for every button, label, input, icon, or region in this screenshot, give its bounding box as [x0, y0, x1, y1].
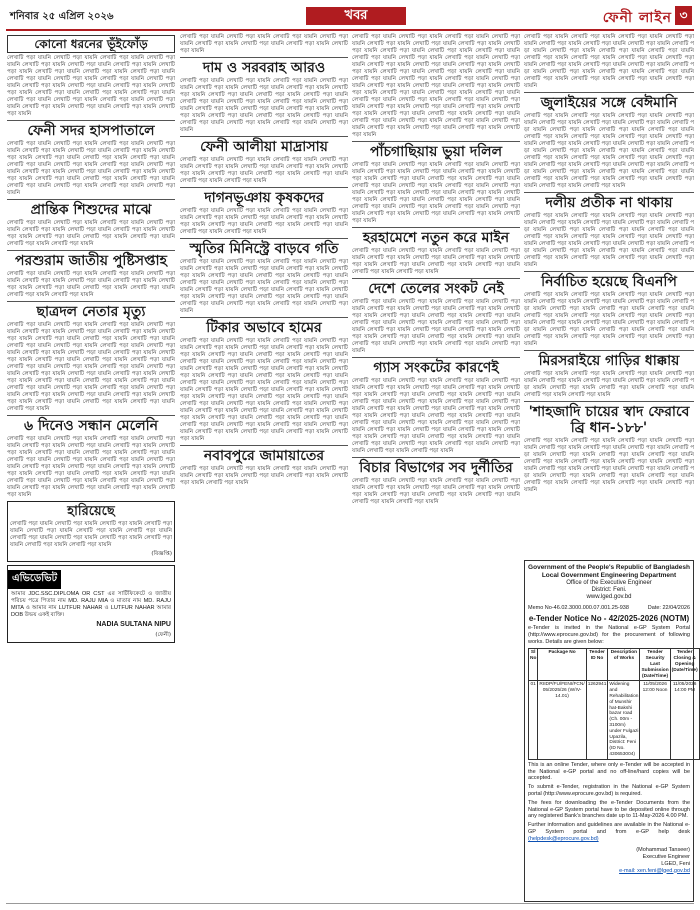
- article-body: লেখাটি পড়া যায়নি লেখাটি পড়া যায়নি লেখাটি পড়া যায়নি লেখাটি পড়া যায়নি লেখাটি পড়া যায়নি লেখাটি পড়া যায়নি লেখাটি পড়া যায়নি লেখাটি পড়া যায়নি লেখাটি পড়া যায়নি লেখাটি পড়া যায়নি লেখাটি পড়া যায়নি লেখাটি পড়া যায়নি লেখাটি পড়া যায়নি লেখাটি পড়া যায়নি লেখাটি পড়া যায়নি লেখাটি পড়া যায়নি লেখাটি পড়া যায়নি লেখাটি পড়া যায়নি লেখাটি পড়া যায়নি লেখাটি পড়া যায়নি লেখাটি পড়া যায়নি লেখাটি পড়া যায়নি লেখাটি পড়া যায়নি লেখাটি পড়া যায়নি লেখাটি পড়া যায়নি লেখাটি পড়া যায়নি: [352, 299, 520, 354]
- article-body: লেখাটি পড়া যায়নি লেখাটি পড়া যায়নি লেখাটি পড়া যায়নি লেখাটি পড়া যায়নি লেখাটি পড়া যায়নি লেখাটি পড়া যায়নি লেখাটি পড়া যায়নি লেখাটি পড়া যায়নি লেখাটি পড়া যায়নি লেখাটি পড়া যায়নি লেখাটি পড়া যায়নি লেখাটি পড়া যায়নি লেখাটি পড়া যায়নি: [524, 371, 694, 398]
- article-body: লেখাটি পড়া যায়নি লেখাটি পড়া যায়নি লেখাটি পড়া যায়নি লেখাটি পড়া যায়নি লেখাটি পড়া যায়নি লেখাটি পড়া যায়নি লেখাটি পড়া যায়নি লেখাটি পড়া যায়নি লেখাটি পড়া যায়নি লেখাটি পড়া যায়নি লেখাটি পড়া যায়নি লেখাটি পড়া যায়নি লেখাটি পড়া যায়নি লেখাটি পড়া যায়নি লেখাটি পড়া যায়নি লেখাটি পড়া যায়নি লেখাটি পড়া যায়নি লেখাটি পড়া যায়নি লেখাটি পড়া যায়নি লেখাটি পড়া যায়নি লেখাটি পড়া যায়নি লেখাটি পড়া যায়নি লেখাটি পড়া যায়নি লেখাটি পড়া যায়নি লেখাটি পড়া যায়নি লেখাটি পড়া যায়নি লেখাটি পড়া যায়নি লেখাটি পড়া যায়নি লেখাটি পড়া যায়নি লেখাটি পড়া যায়নি লেখাটি পড়া যায়নি লেখাটি পড়া যায়নি লেখাটি পড়া যায়নি লেখাটি পড়া যায়নি লেখাটি পড়া যায়নি লেখাটি পড়া যায়নি লেখাটি পড়া যায়নি লেখাটি পড়া যায়নি লেখাটি পড়া যায়নি লেখাটি পড়া যায়নি লেখাটি পড়া যায়নি লেখাটি পড়া যায়নি লেখাটি পড়া যায়নি লেখাটি পড়া যায়নি লেখাটি পড়া যায়নি লেখাটি পড়া যায়নি লেখাটি পড়া যায়নি লেখাটি পড়া যায়নি লেখাটি পড়া যায়নি লেখাটি পড়া যায়নি লেখাটি পড়া যায়নি লেখাটি পড়া যায়নি: [352, 34, 520, 138]
- divider: [180, 317, 348, 318]
- divider: [352, 227, 520, 228]
- tender-cell-closing: 11/05/2026 14:00 PM: [670, 681, 699, 759]
- headline: হরহামেশে নতুন করে মাইন: [362, 230, 510, 246]
- headline: গ্যাস সংকটের কারণেই: [373, 360, 499, 376]
- tender-title: e-Tender Notice No - 42/2025-2026 (NOTM): [528, 614, 690, 623]
- divider: [180, 445, 348, 446]
- article-body: লেখাটি পড়া যায়নি লেখাটি পড়া যায়নি লেখাটি পড়া যায়নি লেখাটি পড়া যায়নি লেখাটি পড়া যায়নি লেখাটি পড়া যায়নি লেখাটি পড়া যায়নি লেখাটি পড়া যায়নি লেখাটি পড়া যায়নি লেখাটি পড়া যায়নি লেখাটি পড়া যায়নি লেখাটি পড়া যায়নি লেখাটি পড়া যায়নি: [352, 478, 520, 505]
- headline: 'শাহজাদি চায়ের স্বাদ ফেরাবে ব্রি ধান-১৮৮': [528, 404, 690, 436]
- column-2: [180, 34, 348, 487]
- tender-cell-description: Widening and Rehabilitation of Munshir hat-Bakshi bazar road (Ch. 00m - 3100m) under Fulgazi Upazila, District: Feni (ID No. 430653004): [608, 681, 640, 759]
- headline: ৬ দিনেও সন্ধান মেলেনি: [24, 418, 158, 434]
- signer-title: Executive Engineer: [642, 853, 690, 860]
- tender-col-header: Package No: [538, 649, 586, 681]
- divider: [352, 357, 520, 358]
- divider: [524, 401, 694, 402]
- tender-gov-line: Government of the People's Republic of Bangladesh: [528, 564, 690, 571]
- affidavit-body: আমার JDC.SSC.DIPLOMA OR CST এর সার্টিফিকেটে ও জাতীয় পরিচয় পত্রে পিতার নাম MD. RAJU MIA ও মাতার নাম MD. RAJU MITA ও আমার নাম LUTFUR NAHAR ও LUTFUR NAHAR আমার DOB উভয় একই ব্যক্তি।: [11, 591, 171, 618]
- article-body: লেখাটি পড়া যায়নি লেখাটি পড়া যায়নি লেখাটি পড়া যায়নি লেখাটি পড়া যায়নি লেখাটি পড়া যায়নি লেখাটি পড়া যায়নি লেখাটি পড়া যায়নি লেখাটি পড়া যায়নি লেখাটি পড়া যায়নি লেখাটি পড়া যায়নি লেখাটি পড়া যায়নি লেখাটি পড়া যায়নি লেখাটি পড়া যায়নি: [7, 220, 175, 247]
- signer-email-link[interactable]: e-mail: xen.feni@lged.gov.bd: [619, 867, 690, 874]
- missing-notice-signature: (বিজ্ঞপ্তি): [151, 551, 172, 557]
- tender-col-header: Description of Works: [608, 649, 640, 681]
- affidavit-notice: [7, 565, 175, 643]
- article-body: লেখাটি পড়া যায়নি লেখাটি পড়া যায়নি লেখাটি পড়া যায়নি লেখাটি পড়া যায়নি লেখাটি পড়া যায়নি লেখাটি পড়া যায়নি লেখাটি পড়া যায়নি লেখাটি পড়া যায়নি লেখাটি পড়া যায়নি লেখাটি পড়া যায়নি লেখাটি পড়া যায়নি লেখাটি পড়া যায়নি লেখাটি পড়া যায়নি লেখাটি পড়া যায়নি লেখাটি পড়া যায়নি লেখাটি পড়া যায়নি লেখাটি পড়া যায়নি লেখাটি পড়া যায়নি লেখাটি পড়া যায়নি লেখাটি পড়া যায়নি লেখাটি পড়া যায়নি লেখাটি পড়া যায়নি লেখাটি পড়া যায়নি লেখাটি পড়া যায়নি লেখাটি পড়া যায়নি লেখাটি পড়া যায়নি: [524, 34, 694, 89]
- article-body: লেখাটি পড়া যায়নি লেখাটি পড়া যায়নি লেখাটি পড়া যায়নি লেখাটি পড়া যায়নি লেখাটি পড়া যায়নি লেখাটি পড়া যায়নি লেখাটি পড়া যায়নি লেখাটি পড়া যায়নি লেখাটি পড়া যায়নি লেখাটি পড়া যায়নি লেখাটি পড়া যায়নি লেখাটি পড়া যায়নি লেখাটি পড়া যায়নি: [7, 271, 175, 298]
- tender-note: To submit e-Tender, registration in the National e-GP System portal (http://www.eprocure.gov.bd) is required.: [528, 784, 690, 797]
- article-body: লেখাটি পড়া যায়নি লেখাটি পড়া যায়নি লেখাটি পড়া যায়নি লেখাটি পড়া যায়নি লেখাটি পড়া যায়নি লেখাটি পড়া যায়নি লেখাটি পড়া যায়নি লেখাটি পড়া যায়নি: [180, 34, 348, 54]
- signer-office: LGED, Feni: [661, 860, 690, 867]
- headline: জুলাইয়ের সঙ্গে বেঈমানি: [540, 95, 678, 111]
- divider: [180, 187, 348, 188]
- headline: নির্বাচিত হয়েছে বিএনপি: [541, 274, 677, 290]
- article-body: লেখাটি পড়া যায়নি লেখাটি পড়া যায়নি লেখাটি পড়া যায়নি লেখাটি পড়া যায়নি লেখাটি পড়া যায়নি লেখাটি পড়া যায়নি লেখাটি পড়া যায়নি লেখাটি পড়া যায়নি লেখাটি পড়া যায়নি লেখাটি পড়া যায়নি লেখাটি পড়া যায়নি লেখাটি পড়া যায়নি লেখাটি পড়া যায়নি: [180, 157, 348, 184]
- tender-intro: e-Tender is invited in the National e-GP System Portal (http://www.eprocure.gov.bd) for the procurement of following works. Details are given below:: [528, 625, 690, 645]
- divider: [352, 141, 520, 142]
- divider: [180, 238, 348, 239]
- headline: প্রান্তিক শিশুদের মাঝে: [30, 202, 152, 218]
- headline: টিকার অভাবে হামের: [206, 320, 322, 336]
- article-body: লেখাটি পড়া যায়নি লেখাটি পড়া যায়নি লেখাটি পড়া যায়নি লেখাটি পড়া যায়নি লেখাটি পড়া যায়নি লেখাটি পড়া যায়নি লেখাটি পড়া যায়নি লেখাটি পড়া যায়নি লেখাটি পড়া যায়নি লেখাটি পড়া যায়নি লেখাটি পড়া যায়নি লেখাটি পড়া যায়নি লেখাটি পড়া যায়নি লেখাটি পড়া যায়নি লেখাটি পড়া যায়নি লেখাটি পড়া যায়নি লেখাটি পড়া যায়নি লেখাটি পড়া যায়নি লেখাটি পড়া যায়নি লেখাটি পড়া যায়নি লেখাটি পড়া যায়নি লেখাটি পড়া যায়নি লেখাটি পড়া যায়নি লেখাটি পড়া যায়নি লেখাটি পড়া যায়নি লেখাটি পড়া যায়নি লেখাটি পড়া যায়নি লেখাটি পড়া যায়নি লেখাটি পড়া যায়নি লেখাটি পড়া যায়নি: [7, 436, 175, 498]
- article-body: লেখাটি পড়া যায়নি লেখাটি পড়া যায়নি লেখাটি পড়া যায়নি লেখাটি পড়া যায়নি লেখাটি পড়া যায়নি লেখাটি পড়া যায়নি লেখাটি পড়া যায়নি লেখাটি পড়া যায়নি লেখাটি পড়া যায়নি লেখাটি পড়া যায়নি লেখাটি পড়া যায়নি লেখাটি পড়া যায়নি লেখাটি পড়া যায়নি: [352, 248, 520, 275]
- headline: ফেনী সদর হাসপাতালে: [27, 123, 155, 139]
- divider: [180, 57, 348, 58]
- article-body: লেখাটি পড়া যায়নি লেখাটি পড়া যায়নি লেখাটি পড়া যায়নি লেখাটি পড়া যায়নি লেখাটি পড়া যায়নি লেখাটি পড়া যায়নি লেখাটি পড়া যায়নি লেখাটি পড়া যায়নি লেখাটি পড়া যায়নি লেখাটি পড়া যায়নি লেখাটি পড়া যায়নি লেখাটি পড়া যায়নি লেখাটি পড়া যায়নি লেখাটি পড়া যায়নি লেখাটি পড়া যায়নি লেখাটি পড়া যায়নি লেখাটি পড়া যায়নি লেখাটি পড়া যায়নি লেখাটি পড়া যায়নি লেখাটি পড়া যায়নি লেখাটি পড়া যায়নি লেখাটি পড়া যায়নি লেখাটি পড়া যায়নি লেখাটি পড়া যায়নি লেখাটি পড়া যায়নি লেখাটি পড়া যায়নি লেখাটি পড়া যায়নি লেখাটি পড়া যায়নি লেখাটি পড়া যায়নি লেখাটি পড়া যায়নি লেখাটি পড়া যায়নি লেখাটি পড়া যায়নি লেখাটি পড়া যায়নি লেখাটি পড়া যায়নি লেখাটি পড়া যায়নি লেখাটি পড়া যায়নি লেখাটি পড়া যায়নি লেখাটি পড়া যায়নি লেখাটি পড়া যায়নি: [524, 113, 694, 189]
- divider: [352, 457, 520, 458]
- article-body: লেখাটি পড়া যায়নি লেখাটি পড়া যায়নি লেখাটি পড়া যায়নি লেখাটি পড়া যায়নি লেখাটি পড়া যায়নি লেখাটি পড়া যায়নি লেখাটি পড়া যায়নি লেখাটি পড়া যায়নি লেখাটি পড়া যায়নি লেখাটি পড়া যায়নি লেখাটি পড়া যায়নি লেখাটি পড়া যায়নি লেখাটি পড়া যায়নি: [180, 208, 348, 235]
- divider: [352, 278, 520, 279]
- article-body: লেখাটি পড়া যায়নি লেখাটি পড়া যায়নি লেখাটি পড়া যায়নি লেখাটি পড়া যায়নি লেখাটি পড়া যায়নি লেখাটি পড়া যায়নি লেখাটি পড়া যায়নি লেখাটি পড়া যায়নি লেখাটি পড়া যায়নি লেখাটি পড়া যায়নি লেখাটি পড়া যায়নি লেখাটি পড়া যায়নি লেখাটি পড়া যায়নি লেখাটি পড়া যায়নি লেখাটি পড়া যায়নি লেখাটি পড়া যায়নি লেখাটি পড়া যায়নি লেখাটি পড়া যায়নি লেখাটি পড়া যায়নি লেখাটি পড়া যায়নি লেখাটি পড়া যায়নি লেখাটি পড়া যায়নি লেখাটি পড়া যায়নি লেখাটি পড়া যায়নি লেখাটি পড়া যায়নি লেখাটি পড়া যায়নি লেখাটি পড়া যায়নি লেখাটি পড়া যায়নি লেখাটি পড়া যায়নি লেখাটি পড়া যায়নি: [352, 162, 520, 224]
- divider: [524, 192, 694, 193]
- tender-cell-sl: 01: [529, 681, 538, 759]
- tender-reference: [528, 605, 690, 612]
- headline: ছাত্রদল নেতার মৃত্যু: [36, 304, 146, 320]
- article-body: লেখাটি পড়া যায়নি লেখাটি পড়া যায়নি লেখাটি পড়া যায়নি লেখাটি পড়া যায়নি লেখাটি পড়া যায়নি লেখাটি পড়া যায়নি লেখাটি পড়া যায়নি লেখাটি পড়া যায়নি লেখাটি পড়া যায়নি লেখাটি পড়া যায়নি লেখাটি পড়া যায়নি লেখাটি পড়া যায়নি লেখাটি পড়া যায়নি লেখাটি পড়া যায়নি লেখাটি পড়া যায়নি লেখাটি পড়া যায়নি লেখাটি পড়া যায়নি লেখাটি পড়া যায়নি লেখাটি পড়া যায়নি লেখাটি পড়া যায়নি লেখাটি পড়া যায়নি লেখাটি পড়া যায়নি লেখাটি পড়া যায়নি লেখাটি পড়া যায়নি লেখাটি পড়া যায়নি লেখাটি পড়া যায়নি: [180, 78, 348, 133]
- affidavit-title: এভিডেভিট: [8, 570, 61, 589]
- newspaper-logo: ফেনী লাইন: [602, 10, 672, 26]
- tender-signature: [528, 847, 690, 875]
- tender-office: Office of the Executive Engineer: [566, 580, 652, 586]
- divider: [524, 92, 694, 93]
- tender-note: The fees for downloading the e-Tender Documents from the National e-GP System portal have to be deposited online through any registered Bank's branches date up to 11-May-2026 4.00 PM.: [528, 799, 690, 820]
- divider: [524, 271, 694, 272]
- tender-col-header: Sl No: [529, 649, 538, 681]
- headline: দলীয় প্রতীক না থাকায়: [545, 195, 673, 211]
- tender-cell-id: 1262941: [586, 681, 608, 759]
- article-body: লেখাটি পড়া যায়নি লেখাটি পড়া যায়নি লেখাটি পড়া যায়নি লেখাটি পড়া যায়নি লেখাটি পড়া যায়নি লেখাটি পড়া যায়নি লেখাটি পড়া যায়নি লেখাটি পড়া যায়নি লেখাটি পড়া যায়নি লেখাটি পড়া যায়নি লেখাটি পড়া যায়নি লেখাটি পড়া যায়নি লেখাটি পড়া যায়নি লেখাটি পড়া যায়নি লেখাটি পড়া যায়নি লেখাটি পড়া যায়নি লেখাটি পড়া যায়নি লেখাটি পড়া যায়নি লেখাটি পড়া যায়নি লেখাটি পড়া যায়নি লেখাটি পড়া যায়নি লেখাটি পড়া যায়নি লেখাটি পড়া যায়নি লেখাটি পড়া যায়নি লেখাটি পড়া যায়নি লেখাটি পড়া যায়নি: [180, 259, 348, 314]
- helpdesk-link[interactable]: (helpdesk@eprocure.gov.bd): [528, 835, 599, 842]
- tender-note: [528, 822, 690, 842]
- divider: [7, 301, 175, 302]
- headline: মিরসরাইয়ে গাড়ির ধাক্কায়: [538, 353, 680, 369]
- headline: দেশে তেলের সংকট নেই: [368, 281, 504, 297]
- tender-note: This is an online Tender, where only e-Tender will be accepted in the National e-GP portal and no off-line/hard copies will be accepted.: [528, 761, 690, 782]
- affidavit-name: NADIA SULTANA NIPU: [96, 621, 171, 628]
- signer-name: (Mohammad Tanseer): [636, 846, 690, 853]
- table-row: [529, 681, 700, 759]
- column-1: [7, 34, 175, 643]
- article-body: লেখাটি পড়া যায়নি লেখাটি পড়া যায়নি লেখাটি পড়া যায়নি লেখাটি পড়া যায়নি লেখাটি পড়া যায়নি লেখাটি পড়া যায়নি লেখাটি পড়া যায়নি লেখাটি পড়া যায়নি লেখাটি পড়া যায়নি: [180, 466, 348, 486]
- divider: [7, 250, 175, 251]
- column-3: [352, 34, 520, 506]
- article-body: লেখাটি পড়া যায়নি লেখাটি পড়া যায়নি লেখাটি পড়া যায়নি লেখাটি পড়া যায়নি লেখাটি পড়া যায়নি লেখাটি পড়া যায়নি লেখাটি পড়া যায়নি লেখাটি পড়া যায়নি লেখাটি পড়া যায়নি লেখাটি পড়া যায়নি লেখাটি পড়া যায়নি লেখাটি পড়া যায়নি লেখাটি পড়া যায়নি লেখাটি পড়া যায়নি লেখাটি পড়া যায়নি লেখাটি পড়া যায়নি লেখাটি পড়া যায়নি লেখাটি পড়া যায়নি লেখাটি পড়া যায়নি লেখাটি পড়া যায়নি লেখাটি পড়া যায়নি লেখাটি পড়া যায়নি লেখাটি পড়া যায়নি লেখাটি পড়া যায়নি লেখাটি পড়া যায়নি লেখাটি পড়া যায়নি: [524, 292, 694, 347]
- tender-cell-package: RIIDP/FU/FENI/FCN/ 05/2025/26 (W/IV-14.01): [538, 681, 586, 759]
- article-body: লেখাটি পড়া যায়নি লেখাটি পড়া যায়নি লেখাটি পড়া যায়নি লেখাটি পড়া যায়নি লেখাটি পড়া যায়নি লেখাটি পড়া যায়নি লেখাটি পড়া যায়নি লেখাটি পড়া যায়নি লেখাটি পড়া যায়নি লেখাটি পড়া যায়নি লেখাটি পড়া যায়নি লেখাটি পড়া যায়নি লেখাটি পড়া যায়নি লেখাটি পড়া যায়নি লেখাটি পড়া যায়নি লেখাটি পড়া যায়নি লেখাটি পড়া যায়নি লেখাটি পড়া যায়নি লেখাটি পড়া যায়নি লেখাটি পড়া যায়নি লেখাটি পড়া যায়নি লেখাটি পড়া যায়নি লেখাটি পড়া যায়নি লেখাটি পড়া যায়নি লেখাটি পড়া যায়নি লেখাটি পড়া যায়নি লেখাটি পড়া যায়নি লেখাটি পড়া যায়নি লেখাটি পড়া যায়নি লেখাটি পড়া যায়নি লেখাটি পড়া যায়নি লেখাটি পড়া যায়নি লেখাটি পড়া যায়নি লেখাটি পড়া যায়নি লেখাটি পড়া যায়নি লেখাটি পড়া যায়নি লেখাটি পড়া যায়নি লেখাটি পড়া যায়নি লেখাটি পড়া যায়নি লেখাটি পড়া যায়নি লেখাটি পড়া যায়নি লেখাটি পড়া যায়নি লেখাটি পড়া যায়নি লেখাটি পড়া যায়নি লেখাটি পড়া যায়নি লেখাটি পড়া যায়নি লেখাটি পড়া যায়নি লেখাটি পড়া যায়নি লেখাটি পড়া যায়নি লেখাটি পড়া যায়নি লেখাটি পড়া যায়নি লেখাটি পড়া যায়নি: [180, 338, 348, 442]
- tender-col-header: Tender ID No: [586, 649, 608, 681]
- divider: [7, 120, 175, 121]
- divider: [7, 415, 175, 416]
- article-body: লেখাটি পড়া যায়নি লেখাটি পড়া যায়নি লেখাটি পড়া যায়নি লেখাটি পড়া যায়নি লেখাটি পড়া যায়নি লেখাটি পড়া যায়নি লেখাটি পড়া যায়নি লেখাটি পড়া যায়নি লেখাটি পড়া যায়নি লেখাটি পড়া যায়নি লেখাটি পড়া যায়নি লেখাটি পড়া যায়নি লেখাটি পড়া যায়নি লেখাটি পড়া যায়নি লেখাটি পড়া যায়নি লেখাটি পড়া যায়নি লেখাটি পড়া যায়নি লেখাটি পড়া যায়নি লেখাটি পড়া যায়নি লেখাটি পড়া যায়নি লেখাটি পড়া যায়নি লেখাটি পড়া যায়নি লেখাটি পড়া যায়নি লেখাটি পড়া যায়নি লেখাটি পড়া যায়নি লেখাটি পড়া যায়নি লেখাটি পড়া যায়নি লেখাটি পড়া যায়নি লেখাটি পড়া যায়নি লেখাটি পড়া যায়নি: [7, 55, 175, 117]
- article-body: লেখাটি পড়া যায়নি লেখাটি পড়া যায়নি লেখাটি পড়া যায়নি লেখাটি পড়া যায়নি লেখাটি পড়া যায়নি লেখাটি পড়া যায়নি লেখাটি পড়া যায়নি লেখাটি পড়া যায়নি লেখাটি পড়া যায়নি লেখাটি পড়া যায়নি লেখাটি পড়া যায়নি লেখাটি পড়া যায়নি লেখাটি পড়া যায়নি লেখাটি পড়া যায়নি লেখাটি পড়া যায়নি লেখাটি পড়া যায়নি লেখাটি পড়া যায়নি লেখাটি পড়া যায়নি লেখাটি পড়া যায়নি লেখাটি পড়া যায়নি লেখাটি পড়া যায়নি লেখাটি পড়া যায়নি লেখাটি পড়া যায়নি লেখাটি পড়া যায়নি লেখাটি পড়া যায়নি লেখাটি পড়া যায়নি: [524, 438, 694, 493]
- tender-col-header: Tender Security Last Submission (Date/Time): [640, 649, 670, 681]
- page-number: ৩: [675, 6, 692, 25]
- headline: পাঁচগাছিয়ায় ভুয়া দলিল: [369, 144, 503, 160]
- headline: কোনো ধরনের ভূঁইফোঁড়: [7, 35, 175, 53]
- headline: নবাবপুরে জামায়াতের: [203, 448, 325, 464]
- headline: দাম ও সরবরাহ আরও: [202, 60, 326, 76]
- tender-note-text: Further information and guidelines are available in the National e-GP System portal and from e-GP help desk: [528, 822, 690, 835]
- tender-table-header: [529, 649, 700, 681]
- footer-rule: [6, 903, 694, 904]
- issue-date: শনিবার ২৫ এপ্রিল ২০২৬: [10, 11, 114, 22]
- article-body: লেখাটি পড়া যায়নি লেখাটি পড়া যায়নি লেখাটি পড়া যায়নি লেখাটি পড়া যায়নি লেখাটি পড়া যায়নি লেখাটি পড়া যায়নি লেখাটি পড়া যায়নি লেখাটি পড়া যায়নি লেখাটি পড়া যায়নি লেখাটি পড়া যায়নি লেখাটি পড়া যায়নি লেখাটি পড়া যায়নি লেখাটি পড়া যায়নি লেখাটি পড়া যায়নি লেখাটি পড়া যায়নি লেখাটি পড়া যায়নি লেখাটি পড়া যায়নি লেখাটি পড়া যায়নি লেখাটি পড়া যায়নি লেখাটি পড়া যায়নি লেখাটি পড়া যায়নি লেখাটি পড়া যায়নি লেখাটি পড়া যায়নি লেখাটি পড়া যায়নি লেখাটি পড়া যায়নি লেখাটি পড়া যায়নি: [7, 141, 175, 196]
- tender-table: [528, 648, 700, 759]
- tender-cell-security: 11/05/2026 12:00 Noon: [640, 681, 670, 759]
- headline: ফেনী আলীয়া মাদ্রাসায়: [200, 139, 328, 155]
- article-body: লেখাটি পড়া যায়নি লেখাটি পড়া যায়নি লেখাটি পড়া যায়নি লেখাটি পড়া যায়নি লেখাটি পড়া যায়নি লেখাটি পড়া যায়নি লেখাটি পড়া যায়নি লেখাটি পড়া যায়নি লেখাটি পড়া যায়নি লেখাটি পড়া যায়নি লেখাটি পড়া যায়নি লেখাটি পড়া যায়নি লেখাটি পড়া যায়নি লেখাটি পড়া যায়নি লেখাটি পড়া যায়নি লেখাটি পড়া যায়নি লেখাটি পড়া যায়নি লেখাটি পড়া যায়নি লেখাটি পড়া যায়নি লেখাটি পড়া যায়নি লেখাটি পড়া যায়নি লেখাটি পড়া যায়নি লেখাটি পড়া যায়নি লেখাটি পড়া যায়নি লেখাটি পড়া যায়নি লেখাটি পড়া যায়নি লেখাটি পড়া যায়নি লেখাটি পড়া যায়নি লেখাটি পড়া যায়নি লেখাটি পড়া যায়নি লেখাটি পড়া যায়নি লেখাটি পড়া যায়নি লেখাটি পড়া যায়নি লেখাটি পড়া যায়নি লেখাটি পড়া যায়নি লেখাটি পড়া যায়নি লেখাটি পড়া যায়নি লেখাটি পড়া যায়নি লেখাটি পড়া যায়নি লেখাটি পড়া যায়নি লেখাটি পড়া যায়নি লেখাটি পড়া যায়নি লেখাটি পড়া যায়নি লেখাটি পড়া যায়নি লেখাটি পড়া যায়নি: [7, 322, 175, 412]
- masthead: [6, 6, 694, 28]
- missing-notice-title: হারিয়েছে: [67, 504, 115, 519]
- headline: পরশুরাম জাতীয় পুষ্টিসপ্তাহ: [15, 253, 167, 269]
- divider: [180, 136, 348, 137]
- masthead-divider: [6, 29, 694, 31]
- tender-notice: [524, 560, 698, 902]
- tender-site: www.lged.gov.bd: [586, 594, 632, 600]
- tender-department: Local Government Engineering Department: [541, 572, 677, 579]
- headline: স্মৃতির মিনিস্ট্রে বাড়বে গতি: [189, 241, 339, 257]
- affidavit-note: (ফেনী): [155, 632, 171, 638]
- missing-notice: [7, 501, 175, 562]
- headline: বিচার বিভাগের সব দুর্নীতির: [359, 460, 513, 476]
- section-label: খবর: [306, 7, 406, 25]
- tender-district: District: Feni.: [591, 587, 627, 593]
- divider: [524, 350, 694, 351]
- tender-col-header: Tender Closing & Opening (Date/Time): [670, 649, 699, 681]
- article-body: লেখাটি পড়া যায়নি লেখাটি পড়া যায়নি লেখাটি পড়া যায়নি লেখাটি পড়া যায়নি লেখাটি পড়া যায়নি লেখাটি পড়া যায়নি লেখাটি পড়া যায়নি লেখাটি পড়া যায়নি লেখাটি পড়া যায়নি লেখাটি পড়া যায়নি লেখাটি পড়া যায়নি লেখাটি পড়া যায়নি লেখাটি পড়া যায়নি লেখাটি পড়া যায়নি লেখাটি পড়া যায়নি লেখাটি পড়া যায়নি লেখাটি পড়া যায়নি লেখাটি পড়া যায়নি লেখাটি পড়া যায়নি লেখাটি পড়া যায়নি লেখাটি পড়া যায়নি লেখাটি পড়া যায়নি লেখাটি পড়া যায়নি লেখাটি পড়া যায়নি লেখাটি পড়া যায়নি লেখাটি পড়া যায়নি লেখাটি পড়া যায়নি লেখাটি পড়া যায়নি লেখাটি পড়া যায়নি লেখাটি পড়া যায়নি লেখাটি পড়া যায়নি লেখাটি পড়া যায়নি লেখাটি পড়া যায়নি লেখাটি পড়া যায়নি লেখাটি পড়া যায়নি লেখাটি পড়া যায়নি লেখাটি পড়া যায়নি লেখাটি পড়া যায়নি লেখাটি পড়া যায়নি: [352, 378, 520, 454]
- article-body: লেখাটি পড়া যায়নি লেখাটি পড়া যায়নি লেখাটি পড়া যায়নি লেখাটি পড়া যায়নি লেখাটি পড়া যায়নি লেখাটি পড়া যায়নি লেখাটি পড়া যায়নি লেখাটি পড়া যায়নি লেখাটি পড়া যায়নি লেখাটি পড়া যায়নি লেখাটি পড়া যায়নি লেখাটি পড়া যায়নি লেখাটি পড়া যায়নি লেখাটি পড়া যায়নি লেখাটি পড়া যায়নি লেখাটি পড়া যায়নি লেখাটি পড়া যায়নি লেখাটি পড়া যায়নি লেখাটি পড়া যায়নি লেখাটি পড়া যায়নি লেখাটি পড়া যায়নি লেখাটি পড়া যায়নি লেখাটি পড়া যায়নি লেখাটি পড়া যায়নি লেখাটি পড়া যায়নি লেখাটি পড়া যায়নি: [524, 213, 694, 268]
- divider: [7, 199, 175, 200]
- tender-date: Date: 22/04/2026: [647, 605, 690, 611]
- headline: দাগনভূঞায় কৃষকদের: [204, 190, 324, 206]
- missing-notice-body: লেখাটি পড়া যায়নি লেখাটি পড়া যায়নি লেখাটি পড়া যায়নি লেখাটি পড়া যায়নি লেখাটি পড়া যায়নি লেখাটি পড়া যায়নি লেখাটি পড়া যায়নি লেখাটি পড়া যায়নি লেখাটি পড়া যায়নি লেখাটি পড়া যায়নি লেখাটি পড়া যায়নি লেখাটি পড়া যায়নি লেখাটি পড়া যায়নি: [10, 521, 172, 548]
- tender-memo: Memo No-46.02.3000.000.07.001.25-938: [528, 605, 629, 611]
- column-4: [524, 34, 694, 554]
